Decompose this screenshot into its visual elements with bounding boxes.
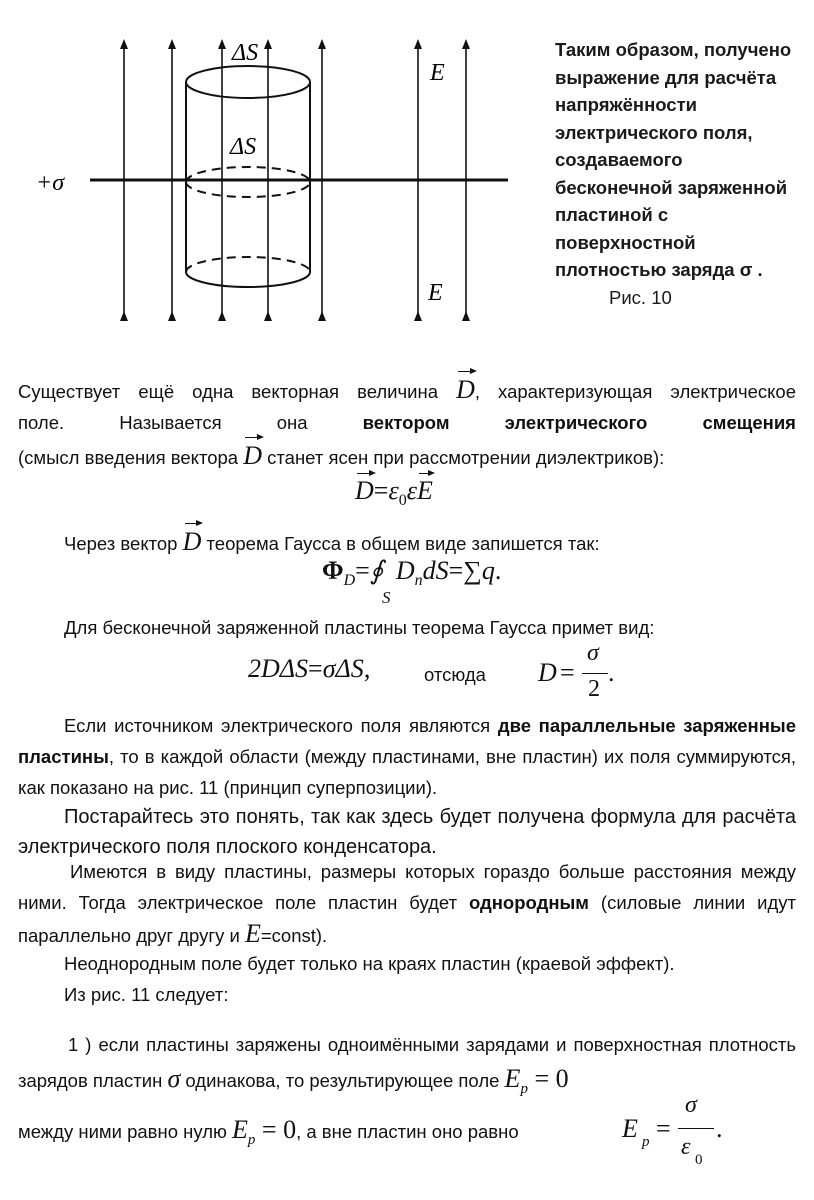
paragraph-d-vector — [18, 374, 796, 473]
paragraph-gauss-intro: Через вектор D теорема Гаусса в общем виде запишется так: — [64, 527, 600, 556]
paragraph-case-1: 1 ) если пластины заряжены одноимёнными зарядами и поверхностная плотность зарядов пластин σ одинакова, то результирующее поле $E_p = 0$ — [18, 1034, 796, 1098]
equation-ep-sigma-eps0: E p = σ ε 0 . — [622, 1092, 723, 1168]
paragraph-from-fig11: Из рис. 11 следует: — [64, 984, 229, 1005]
paragraph-two-plates: Если источником электрического поля являются две параллельные заряженные пластины, то в каждой области (между пластинами, вне пластин) их поля суммируются, как показано на рис. 11 (принцип суперпозиции). — [18, 715, 796, 798]
delta-s-top-label: ΔS — [232, 40, 259, 66]
p1-line1: Существует ещё одна векторная величина D, характеризующая электрическое поле. Называется она вектором электрического смещения — [18, 375, 797, 433]
vector-d: D — [456, 375, 475, 404]
symbol-e: E — [244, 919, 261, 948]
paragraph-case-1-end: между ними равно нулю $E_p = 0$, а вне пластин оно равно — [18, 1115, 519, 1149]
figure-caption — [555, 36, 795, 311]
vector-d-2: D — [243, 441, 262, 470]
gauss-cylinder — [186, 66, 310, 287]
delta-s-mid-label: ΔS — [230, 134, 257, 160]
e-bottom-label: E — [428, 280, 443, 306]
bold-term-displacement: вектором электрического смещения — [362, 412, 796, 433]
e-top-label: E — [430, 60, 445, 86]
figure-number: Рис. 10 — [609, 286, 672, 308]
equation-d-eps-e: $D=\varepsilon_0\varepsilon E$ — [355, 476, 433, 510]
p1-line3: (смысл введения вектора D станет ясен при рассмотрении диэлектриков): — [18, 441, 665, 470]
paragraph-uniform-field: Имеются в виду пластины, размеры которых гораздо больше расстояния между ними. Тогда электрическое поле пластин будет однородным (силовые линии идут параллельно друг другу и E=const). — [18, 861, 797, 948]
bold-term-two-plates: две параллельные заряженные пластины — [18, 715, 796, 767]
equation-2dds: 2DΔS=σΔS, отсюда D = σ 2 . — [248, 640, 615, 702]
paragraph-try-understand: Постарайтесь это понять, так как здесь будет получена формула для расчёта электрического поля плоского конденсатора. — [18, 806, 796, 858]
paragraph-edge-effect: Неоднородным поле будет только на краях пластин (краевой эффект). — [64, 953, 675, 974]
bold-term-uniform: однородным — [468, 892, 589, 913]
caption-text: Таким образом, получено выражение для расчёта напряжённости электрического поля, создаваемого бесконечной заряженной пластиной с поверхностной плотностью заряда σ . — [555, 39, 792, 280]
equation-gauss-flux: $\Phi_D=∮$ S $D_ndS=\sum q$. — [322, 556, 502, 607]
paragraph-infinite-plate: Для бесконечной заряженной пластины теорема Гаусса примет вид: — [64, 617, 655, 638]
vector-d-3: D — [182, 527, 202, 556]
figure-gauss-plate — [0, 0, 540, 350]
sigma-label: +σ — [36, 170, 65, 196]
